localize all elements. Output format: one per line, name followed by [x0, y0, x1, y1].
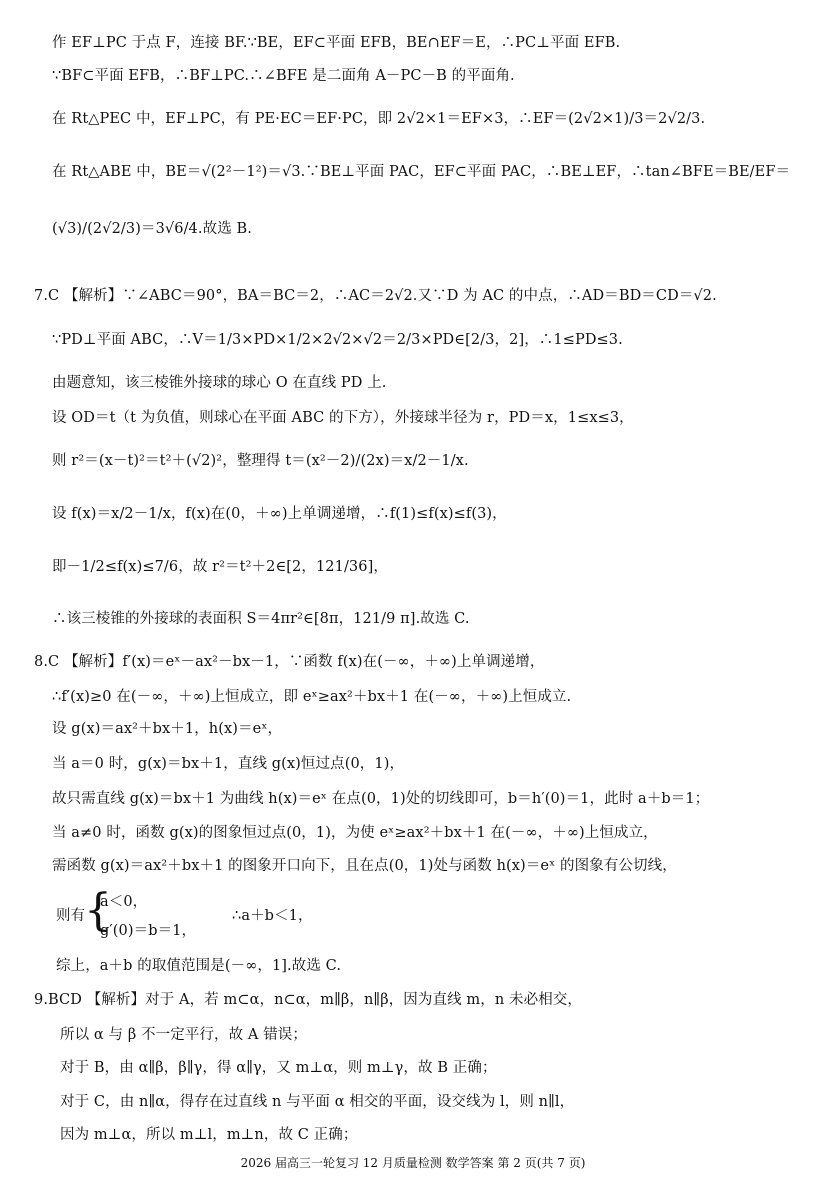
question-7-heading: 7.C 【解析】∵∠ABC＝90°，BA＝BC＝2，∴AC＝2√2.又∵D 为 AC 的中点，∴AD＝BD＝CD＝√2.: [34, 288, 717, 304]
text-line: (√3)/(2√2/3)＝3√6/4.故选 B.: [52, 221, 252, 237]
text-line: 设 OD＝t（t 为负值，则球心在平面 ABC 的下方），外接球半径为 r，PD＝x，1≤x≤3，: [52, 410, 634, 426]
text-line: 在 Rt△PEC 中，EF⊥PC，有 PE·EC＝EF·PC，即 2√2×1＝EF×3，∴EF＝(2√2×1)/3＝2√2/3.: [52, 111, 706, 127]
text-line: 设 f(x)＝x/2－1/x，f(x)在(0，＋∞)上单调递增，∴f(1)≤f(x)≤f(3)，: [52, 506, 507, 522]
text-line: ∴该三棱锥的外接球的表面积 S＝4πr²∈[8π，121/9 π].故选 C.: [52, 611, 470, 627]
text-line: 对于 B，由 α∥β，β∥γ，得 α∥γ，又 m⊥α，则 m⊥γ，故 B 正确；: [60, 1060, 497, 1076]
text-line: ∵PD⊥平面 ABC，∴V＝1/3×PD×1/2×2√2×√2＝2/3×PD∈[2/3，2]，∴1≤PD≤3.: [52, 332, 623, 348]
text-line: 当 a＝0 时，g(x)＝bx＋1，直线 g(x)恒过点(0，1)，: [52, 756, 405, 772]
text-line: 综上，a＋b 的取值范围是(－∞，1].故选 C.: [56, 958, 342, 974]
text-line: 由题意知，该三棱锥外接球的球心 O 在直线 PD 上.: [52, 375, 387, 391]
text-line: 则 r²＝(x－t)²＝t²＋(√2)²，整理得 t＝(x²－2)/(2x)＝x/2－1/x.: [52, 453, 469, 469]
text-line: 所以 α 与 β 不一定平行，故 A 错误；: [60, 1027, 307, 1043]
text-line: 设 g(x)＝ax²＋bx＋1，h(x)＝eˣ，: [52, 721, 283, 737]
text-line: 需函数 g(x)＝ax²＋bx＋1 的图象开口向下，且在点(0，1)处与函数 h(x)＝eˣ 的图象有公切线，: [52, 858, 677, 874]
text-line: 即－1/2≤f(x)≤7/6，故 r²＝t²＋2∈[2，121/36]，: [52, 559, 388, 575]
text-line: 因为 m⊥α，所以 m⊥l，m⊥n，故 C 正确；: [60, 1127, 358, 1143]
text-line: 故只需直线 g(x)＝bx＋1 为曲线 h(x)＝eˣ 在点(0，1)处的切线即可，b＝h′(0)＝1，此时 a＋b＝1；: [52, 791, 710, 807]
text-line: ∴f′(x)≥0 在(－∞，＋∞)上恒成立，即 eˣ≥ax²＋bx＋1 在(－∞，＋∞)上恒成立.: [52, 689, 572, 705]
text-line: 在 Rt△ABE 中，BE＝√(2²－1²)＝√3.∵BE⊥平面 PAC，EF⊂平面 PAC，∴BE⊥EF，∴tan∠BFE＝BE/EF＝: [52, 164, 791, 180]
system-row-1: a＜0，: [100, 894, 148, 910]
system-row-2: g′(0)＝b＝1，: [100, 923, 197, 939]
text-line: 当 a≠0 时，函数 g(x)的图象恒过点(0，1)，为使 eˣ≥ax²＋bx＋1 在(－∞，＋∞)上恒成立，: [52, 825, 658, 841]
text-line: 作 EF⊥PC 于点 F，连接 BF.∵BE，EF⊂平面 EFB，BE∩EF＝E，∴PC⊥平面 EFB.: [52, 35, 621, 51]
question-8-heading: 8.C 【解析】f′(x)＝eˣ－ax²－bx－1，∵函数 f(x)在(－∞，＋∞)上单调递增，: [34, 654, 545, 670]
page-footer: 2026 届高三一轮复习 12 月质量检测 数学答案 第 2 页(共 7 页): [240, 1156, 586, 1170]
left-brace: {: [84, 885, 112, 936]
text-line: ∵BF⊂平面 EFB，∴BF⊥PC.∴∠BFE 是二面角 A－PC－B 的平面角.: [52, 68, 515, 84]
system-label: 则有: [56, 908, 86, 924]
question-9-heading: 9.BCD 【解析】对于 A，若 m⊂α，n⊂α，m∥β，n∥β，因为直线 m，n 未必相交，: [34, 992, 583, 1008]
text-line: 对于 C，由 n∥α，得存在过直线 n 与平面 α 相交的平面，设交线为 l，则 n∥l，: [60, 1094, 575, 1110]
system-conclusion: ∴a＋b＜1，: [232, 908, 313, 924]
